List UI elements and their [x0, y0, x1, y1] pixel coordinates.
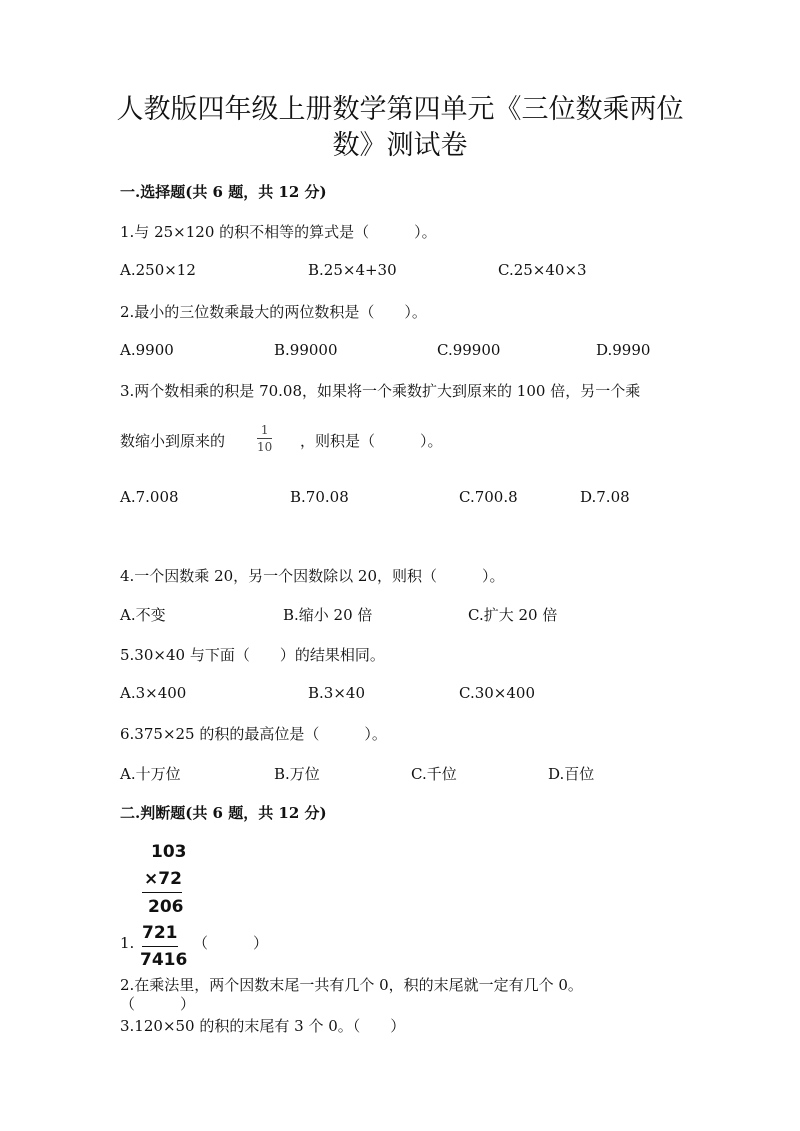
calc-multiplicand: 103	[151, 842, 187, 862]
question-2-option-b[interactable]: B.99000	[274, 341, 338, 359]
question-3-line-1: 3.两个数相乘的积是 70.08，如果将一个乘数扩大到原来的 100 倍，另一个乘	[120, 382, 641, 400]
question-4: 4.一个因数乘 20，另一个因数除以 20，则积（ ）。	[120, 567, 505, 585]
question-1-option-b[interactable]: B.25×4+30	[308, 261, 397, 279]
calc-line-2	[142, 946, 178, 947]
question-5-option-a[interactable]: A.3×400	[120, 684, 187, 702]
judgment-question-2: 2.在乘法里，两个因数末尾一共有几个 0，积的末尾就一定有几个 0。	[120, 976, 583, 994]
section-heading-choice: 一.选择题(共 6 题，共 12 分)	[120, 183, 327, 201]
question-4-option-a[interactable]: A.不变	[120, 606, 166, 624]
fraction-numerator: 1	[260, 423, 269, 437]
fraction-denominator: 10	[257, 440, 273, 454]
question-2-option-c[interactable]: C.99900	[437, 341, 501, 359]
question-6: 6.375×25 的积的最高位是（ ）。	[120, 725, 387, 743]
question-5-option-b[interactable]: B.3×40	[308, 684, 365, 702]
calc-partial-product-2: 721	[142, 923, 178, 943]
question-6-option-d[interactable]: D.百位	[548, 765, 595, 783]
question-3-option-d[interactable]: D.7.08	[580, 488, 630, 506]
judgment-question-3: 3.120×50 的积的末尾有 3 个 0。（ ）	[120, 1017, 406, 1035]
question-3-option-a[interactable]: A.7.008	[120, 488, 179, 506]
calc-result: 7416	[140, 950, 188, 970]
question-2: 2.最小的三位数乘最大的两位数积是（ ）。	[120, 303, 427, 321]
question-6-option-c[interactable]: C.千位	[411, 765, 457, 783]
page-title-line-1: 人教版四年级上册数学第四单元《三位数乘两位	[116, 94, 684, 125]
question-1-option-a[interactable]: A.250×12	[120, 261, 196, 279]
question-3-option-c[interactable]: C.700.8	[459, 488, 518, 506]
question-5: 5.30×40 与下面（ ）的结果相同。	[120, 646, 385, 664]
fraction-one-tenth	[257, 423, 272, 455]
question-4-option-b[interactable]: B.缩小 20 倍	[283, 606, 373, 624]
section-heading-judgment: 二.判断题(共 6 题，共 12 分)	[120, 804, 327, 822]
question-1-option-c[interactable]: C.25×40×3	[498, 261, 587, 279]
question-3-option-b[interactable]: B.70.08	[290, 488, 349, 506]
question-3-line-2-end: ，则积是（ ）。	[300, 432, 443, 450]
question-3-line-2-start: 数缩小到原来的	[120, 432, 226, 450]
question-6-option-b[interactable]: B.万位	[274, 765, 320, 783]
calc-line-1	[142, 892, 182, 893]
question-2-option-a[interactable]: A.9900	[120, 341, 174, 359]
question-5-option-c[interactable]: C.30×400	[459, 684, 535, 702]
judgment-question-1-number: 1.	[120, 934, 135, 952]
calc-multiplier: ×72	[144, 869, 182, 889]
judgment-question-2-answer[interactable]: （ ）	[120, 995, 196, 1013]
fraction-bar	[257, 438, 272, 439]
calc-partial-product-1: 206	[148, 897, 184, 917]
judgment-question-1-answer[interactable]: （ ）	[193, 934, 269, 952]
question-2-option-d[interactable]: D.9990	[596, 341, 651, 359]
question-6-option-a[interactable]: A.十万位	[120, 765, 181, 783]
question-4-option-c[interactable]: C.扩大 20 倍	[468, 606, 558, 624]
question-1: 1.与 25×120 的积不相等的算式是（ ）。	[120, 223, 437, 241]
page-title-line-2: 数》测试卷	[332, 130, 468, 161]
